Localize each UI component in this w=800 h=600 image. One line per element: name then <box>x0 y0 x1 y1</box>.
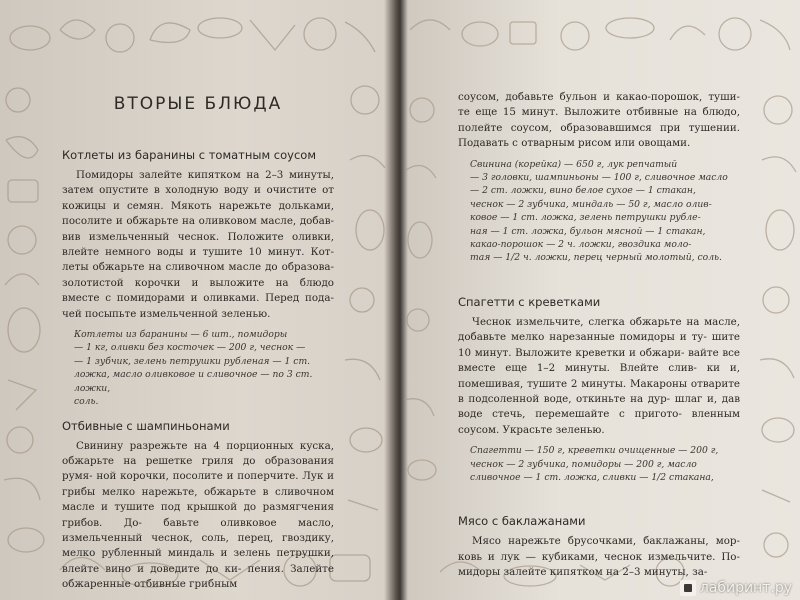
right-page-text <box>458 90 740 581</box>
recipe-instructions <box>62 439 334 593</box>
text-line: чей посыпьте измельченной зеленью. <box>62 307 271 320</box>
text-line: леты обжарьте на сливочном масле до образова- <box>62 261 334 274</box>
ingredient-line: тая — 1/2 ч. ложки, перец черный молотый, соль. <box>470 252 722 264</box>
ingredient-line: какао-порошок — 2 ч. ложки, гвоздика моло- <box>470 239 692 251</box>
text-line: отварите в подсоленной воде, откиньте на дур- <box>458 377 740 405</box>
ingredient-line: ложка, масло оливковое и сливочное — по 3 ст. ложки, <box>74 369 313 394</box>
labirint-logo-icon <box>680 580 696 596</box>
text-line: кожицы и семян. Мякоть нарежьте дольками, <box>62 199 334 212</box>
ingredient-line: Свинина (корейка) — 650 г, лук репчатый <box>470 158 678 170</box>
text-line: вайте все вместе еще 1–2 минуты. Влейте слив- <box>458 346 740 375</box>
text-line: соль, перец, гвоздику, мелко рубленный миндаль <box>62 531 335 560</box>
text-line: те еще 15 минут. Выложите отбивные на блюдо, <box>458 106 740 119</box>
text-line: вив измельченный чеснок. Положите оливки, <box>62 230 334 243</box>
ingredient-line: — 2 ст. ложки, вино белое сухое — 1 стакан, <box>470 185 696 197</box>
text-line: Чеснок измельчите, слегка обжарьте на масле, <box>472 315 740 328</box>
ingredient-list <box>458 444 740 484</box>
text-line: посолите и обжарьте на оливковом масле, добав- <box>62 215 334 228</box>
text-line: влейте немного воды и тушите 10 минут. Кот- <box>62 246 334 259</box>
recipe-instructions <box>62 168 334 322</box>
text-line: Мясо нарежьте брусочками, баклажаны, мор- <box>472 535 740 548</box>
text-line: золотистой корочки и выложите на блюдо <box>62 276 334 289</box>
left-page <box>0 0 392 600</box>
text-line: шлаг и, дав воде стечь, перемешайте с пригото- <box>458 392 741 421</box>
text-line: ной корочки, посолите и поперчите. Лук и грибы <box>62 470 334 498</box>
text-line: ковь и лук — кубиками, чеснок измельчите. По- <box>458 550 740 563</box>
text-line: вместе с помидорами и оливками. Перед пода- <box>62 292 334 305</box>
ingredient-line: ная — 1 ст. ложка, бульон мясной — 1 стакан, <box>470 225 706 237</box>
recipe-title-chops-mushrooms: Отбивные с шампиньонами <box>62 418 230 433</box>
ingredient-line: — 3 головки, шампиньоны — 100 г, сливочное масло <box>470 172 728 184</box>
ingredient-list <box>62 328 334 408</box>
text-line: обжарьте на решетке гриля до образования румя- <box>62 454 334 483</box>
recipe-instructions <box>458 315 740 438</box>
text-line: пения. Залейте обжаренные отбивные грибным <box>62 562 334 591</box>
text-line: Свинину разрежьте на 4 порционных куска, <box>76 439 334 452</box>
watermark-text: лабиринт.ру <box>699 580 792 596</box>
text-line: добавьте мелко нарезанные помидоры и ту- <box>458 331 712 344</box>
text-line: и тушите под крышкой до размягчения грибов. До- <box>62 501 334 529</box>
text-line: мелко нарежьте, обжарьте в сливочном масле <box>62 485 334 514</box>
text-line: ки и, помешивая, тушите 2 минуты. Макароны <box>458 362 740 390</box>
text-line: шите 10 минут. Выложите креветки и обжари- <box>458 331 740 359</box>
ingredient-line: чеснок — 2 зубчика, помидоры — 200 г, масло <box>470 458 697 470</box>
ingredient-line: соль. <box>74 396 99 408</box>
text-line: Подавать с отварным рисом или овощами. <box>458 137 691 150</box>
ingredient-list <box>458 158 740 265</box>
text-line: бавьте оливковое масло, измельченный чеснок, <box>62 516 334 544</box>
text-line: вленным соусом. Украсьте зеленью. <box>458 408 740 436</box>
recipe-title-meat-eggplant: Мясо с баклажанами <box>458 514 586 529</box>
recipe-continuation <box>458 90 740 152</box>
section-title: ВТОРЫЕ БЛЮДА <box>113 94 283 114</box>
ingredient-line: — 1 зубчик, зелень петрушки рубленая — 1 ст. <box>74 355 311 367</box>
text-line: Помидоры залейте кипятком на 2–3 минуты, <box>76 169 334 181</box>
text-line: затем опустите в холодную воду и очистите от <box>62 184 334 197</box>
ingredient-line: Спагетти — 150 г, креветки очищенные — 200 г, <box>470 445 719 457</box>
ingredient-line: — 1 кг, оливки без косточек — 200 г, чеснок — <box>74 342 306 354</box>
ingredient-line: чеснок — 2 зубчика, миндаль — 50 г, масло олив- <box>470 198 712 210</box>
text-line: соусом, добавьте бульон и какао-порошок, туши- <box>458 91 740 103</box>
text-line: мидоры залейте кипятком на 2–3 минуты, за- <box>458 566 708 579</box>
ingredient-line: Котлеты из баранины — 6 шт., помидоры <box>74 329 288 341</box>
recipe-title-lamb-cutlets: Котлеты из баранины с томатным соусом <box>62 148 316 162</box>
left-page-text <box>62 88 334 593</box>
ingredient-line: сливочное — 1 ст. ложка, сливки — 1/2 стакана, <box>470 471 714 483</box>
labirint-watermark <box>680 580 792 596</box>
ingredient-line: ковое — 1 ст. ложка, зелень петрушки рубле- <box>470 212 701 224</box>
recipe-title-spaghetti-shrimp: Спагетти с креветками <box>458 294 601 309</box>
recipe-instructions <box>458 534 740 580</box>
text-line: и зелень петрушки, влейте вино и доведите до ки- <box>62 547 334 575</box>
text-line: полейте соусом, образовавшимся при тушении. <box>458 121 740 134</box>
right-page <box>400 0 800 600</box>
